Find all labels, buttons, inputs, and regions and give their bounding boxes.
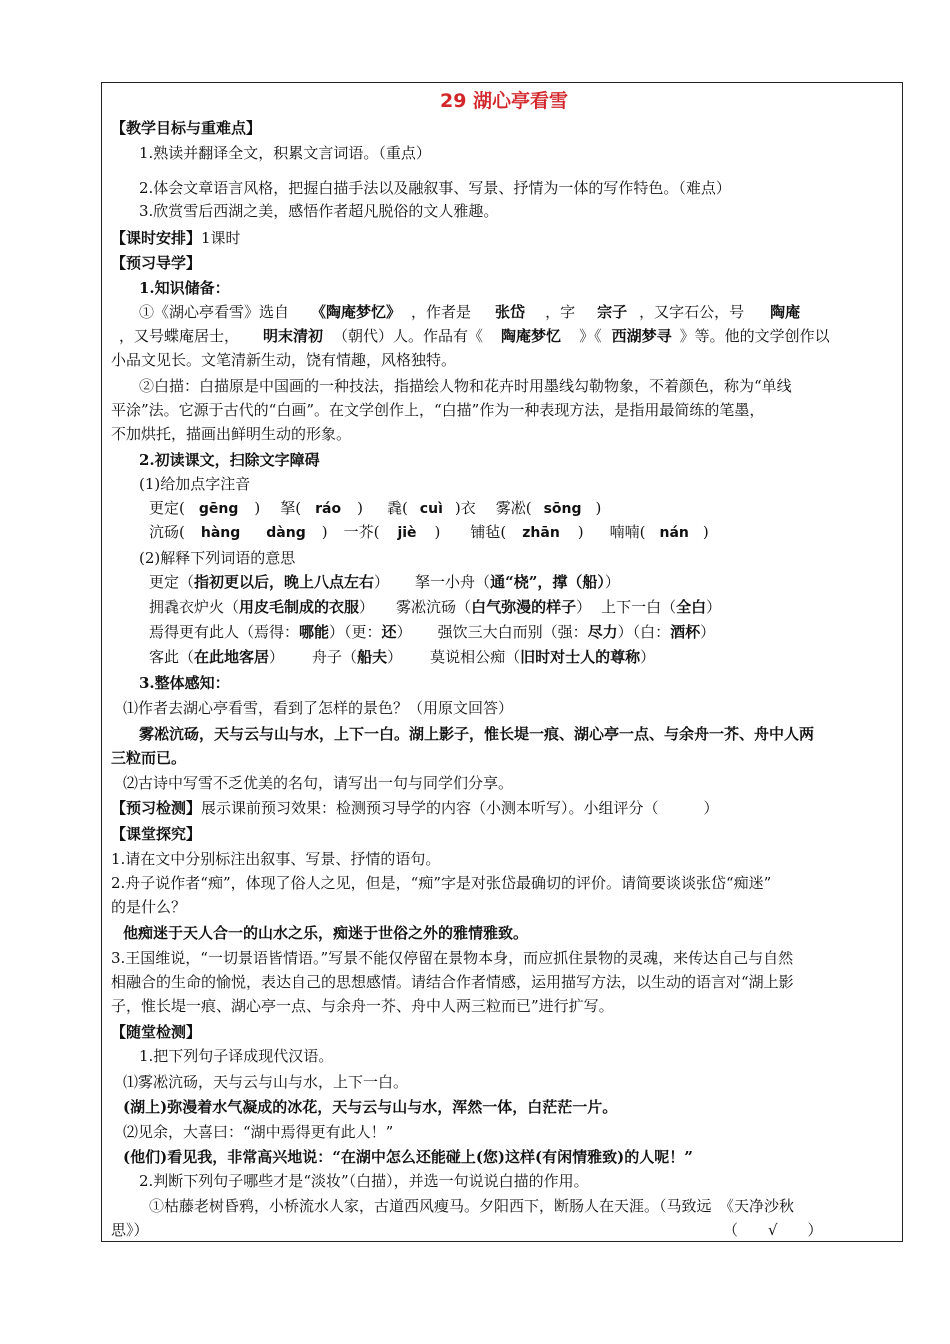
lesson-title: 29 湖心亭看雪 xyxy=(439,90,569,112)
text: ①《湖心亭看雪》选自 xyxy=(139,303,290,321)
meaning: 全白 xyxy=(676,598,707,616)
meaning: 尽力 xyxy=(587,623,618,641)
explain-row xyxy=(111,570,897,594)
overall-answer-1: 雾凇沆砀，天与云与山与水，上下一白。湖上影子，惟长堤一痕、湖心亭一点、与余舟一芥、舟中人两 xyxy=(139,725,815,743)
baimiao-line-3: 不加烘托，描画出鲜明生动的形象。 xyxy=(111,425,352,443)
answer: 明末清初 xyxy=(263,327,324,345)
overall-question-2: ⑵古诗中写雪不乏优美的名句，请写出一句与同学们分享。 xyxy=(123,774,514,792)
term: 焉得更有此人（焉得： xyxy=(149,623,300,641)
text: ，作者是 xyxy=(411,303,472,321)
word: 更定( xyxy=(149,499,185,517)
overall-question-1: ⑴作者去湖心亭看雪，看到了怎样的景色？（用原文回答） xyxy=(123,699,514,717)
explore-answer-2: 他痴迷于天人合一的山水之乐，痴迷于世俗之外的雅情雅致。 xyxy=(123,924,529,942)
paren: ) xyxy=(434,523,441,541)
pinyin-row xyxy=(111,496,897,521)
paren: ） xyxy=(374,573,390,591)
paren: ） xyxy=(700,623,716,641)
paren: ） xyxy=(387,648,403,666)
meaning: 用皮毛制成的衣服 xyxy=(239,598,360,616)
baimiao-line-2: 平涂”法。它源于古代的“白画”。在文学创作上，“白描”作为一种表现方法，是指用最简练的笔墨， xyxy=(111,401,765,419)
meaning: 通“桡”，撑（船） xyxy=(490,573,605,591)
text: ，又字石公，号 xyxy=(639,303,745,321)
meaning: 船夫 xyxy=(357,648,388,666)
term: 拥毳衣炉火（ xyxy=(149,598,240,616)
explore-question-2-cont: 的是什么？ xyxy=(111,898,187,916)
test-translation-1: (湖上)弥漫着水气凝成的冰花，天与云与山与水，浑然一体，白茫茫一片。 xyxy=(123,1098,618,1116)
explore-question-2: 2.舟子说作者“痴”，体现了俗人之见，但是，“痴”字是对张岱最确切的评价。请简要谈谈张岱“痴迷” xyxy=(111,874,772,892)
word: 拏( xyxy=(280,499,302,517)
knowledge-line-3: 小品文见长。文笔清新生动，饶有情趣，风格独特。 xyxy=(111,351,457,369)
pinyin: cuì xyxy=(419,501,443,517)
explore-heading: 【课堂探究】 xyxy=(111,825,202,843)
word: 喃喃( xyxy=(609,523,646,541)
paren: ) xyxy=(702,523,709,541)
term: 舟子（ xyxy=(312,648,358,666)
pinyin: dàng xyxy=(266,525,306,541)
goals-heading: 【教学目标与重难点】 xyxy=(111,119,262,137)
schedule-value: 1课时 xyxy=(201,229,241,247)
test-heading: 【随堂检测】 xyxy=(111,1023,202,1041)
paren: ) xyxy=(595,499,602,517)
meaning: 指初更以后，晚上八点左右 xyxy=(194,573,375,591)
answer: 《陶庵梦忆》 xyxy=(311,303,402,321)
knowledge-line-1 xyxy=(111,300,897,324)
pinyin: jiè xyxy=(397,525,417,541)
test-sentence-1: ⑴雾凇沆砀，天与云与山与水，上下一白。 xyxy=(123,1073,409,1091)
term: 拏一小舟（ xyxy=(415,573,491,591)
answer: 陶庵梦忆 xyxy=(501,327,562,345)
meaning: 还 xyxy=(381,623,397,641)
pinyin: zhān xyxy=(522,525,560,541)
meaning: 旧时对士人的尊称 xyxy=(520,648,641,666)
text: （朝代）人。作品有《 xyxy=(333,327,484,345)
term: 客此（ xyxy=(149,648,195,666)
explain-row xyxy=(111,645,897,669)
paren: ) xyxy=(254,499,261,517)
explore-question-3-cont: 子，惟长堤一痕、湖心亭一点、与余舟一芥、舟中人两三粒而已”进行扩写。 xyxy=(111,997,614,1015)
pinyin: nán xyxy=(659,525,689,541)
paren: ) xyxy=(577,523,584,541)
paren: )衣 xyxy=(454,499,476,517)
goal-item: 3.欣赏雪后西湖之美，感悟作者超凡脱俗的文人雅趣。 xyxy=(139,202,499,220)
term: 上下一白（ xyxy=(601,598,677,616)
check-line xyxy=(111,796,897,820)
check-heading: 【预习检测】 xyxy=(111,799,202,817)
pinyin-row xyxy=(111,520,897,545)
explore-question-3: 3.王国维说，“一切景语皆情语。”写景不能仅停留在景物本身，而应抓住景物的灵魂，来传达自己与自然 xyxy=(111,949,794,967)
term: 更定（ xyxy=(149,573,195,591)
text: ，字 xyxy=(545,303,576,321)
meaning: 酒杯 xyxy=(670,623,701,641)
answer-checkmark: （ √ ） xyxy=(723,1221,823,1239)
test-question-2: 2.判断下列句子哪些才是“淡妆”（白描），并选一句说说白描的作用。 xyxy=(139,1172,589,1190)
word: 雾凇( xyxy=(495,499,532,517)
paren: ） xyxy=(706,598,722,616)
baimiao-line-1: ②白描：白描原是中国画的一种技法，指描绘人物和花卉时用墨线勾勒物象，不着颜色，称为“单线 xyxy=(139,377,792,395)
meaning: 在此地客居 xyxy=(194,648,270,666)
term: 莫说相公痴（ xyxy=(430,648,521,666)
preview-heading: 【预习导学】 xyxy=(111,254,202,272)
paren: ) xyxy=(357,499,363,517)
word: 毳( xyxy=(386,499,408,517)
text: ，又号蝶庵居士， xyxy=(119,327,240,345)
goal-item: 2.体会文章语言风格，把握白描手法以及融叙事、写景、抒情为一体的写作特色。（难点） xyxy=(139,179,731,197)
poem-source-end: 思》） xyxy=(111,1221,149,1239)
text: 》《 xyxy=(579,327,602,345)
schedule-heading: 【课时安排】 xyxy=(111,229,202,247)
meaning: 哪能 xyxy=(299,623,330,641)
answer: 张岱 xyxy=(495,303,526,321)
knowledge-line-2 xyxy=(111,324,897,348)
paren: ） xyxy=(396,623,412,641)
text: 》等。他的文学创作以 xyxy=(679,327,830,345)
word: 一芥( xyxy=(343,523,380,541)
pinyin: ráo xyxy=(315,501,342,517)
paren: ) xyxy=(321,523,328,541)
overall-heading: 3.整体感知： xyxy=(139,674,230,692)
pinyin-heading: (1)给加点字注音 xyxy=(139,475,251,493)
explore-question-1: 1.请在文中分别标注出叙事、写景、抒情的语句。 xyxy=(111,850,441,868)
explain-row xyxy=(111,620,897,644)
document-body xyxy=(111,86,897,1239)
paren: ） xyxy=(604,573,620,591)
read-heading: 2.初读课文，扫除文字障碍 xyxy=(139,451,320,469)
paren: ）（白： xyxy=(617,623,671,641)
test-poem-1: ①枯藤老树昏鸦，小桥流水人家，古道西风瘦马。夕阳西下，断肠人在天涯。（马致远 《天净沙秋 xyxy=(149,1197,795,1215)
pinyin: gēng xyxy=(198,501,239,517)
explore-question-3-cont: 相融合的生命的愉悦，表达自己的思想感情。请结合作者情感，运用描写方法，以生动的语言对“湖上影 xyxy=(111,973,794,991)
paren: ） xyxy=(576,598,592,616)
test-poem-1-source xyxy=(111,1218,897,1242)
word: 铺毡( xyxy=(470,523,507,541)
paren: ）（更： xyxy=(329,623,382,641)
pinyin: sōng xyxy=(543,501,582,517)
answer: 宗子 xyxy=(597,303,628,321)
pinyin: hàng xyxy=(200,525,241,541)
knowledge-heading: 1.知识储备： xyxy=(139,279,230,297)
schedule-line xyxy=(111,226,897,250)
explain-row xyxy=(111,595,897,619)
answer: 西湖梦寻 xyxy=(611,327,672,345)
check-text: 展示课前预习效果：检测预习导学的内容（小测本听写）。小组评分（ ） xyxy=(201,799,719,817)
test-question-1: 1.把下列句子译成现代汉语。 xyxy=(139,1047,334,1065)
goal-item: 1.熟读并翻译全文，积累文言词语。（重点） xyxy=(139,144,431,162)
meaning: 白气弥漫的样子 xyxy=(471,598,577,616)
paren: ） xyxy=(269,648,285,666)
paren: ） xyxy=(640,648,656,666)
word: 沆砀( xyxy=(149,523,185,541)
answer: 陶庵 xyxy=(770,303,801,321)
explain-heading: (2)解释下列词语的意思 xyxy=(139,549,296,567)
test-translation-2: (他们)看见我，非常高兴地说：“在湖中怎么还能碰上(您)这样(有闲情雅致)的人呢！” xyxy=(123,1148,693,1166)
term: 强饮三大白而别（强： xyxy=(437,623,588,641)
overall-answer-1-cont: 三粒而已。 xyxy=(111,749,187,767)
test-sentence-2: ⑵见余，大喜曰：“湖中焉得更有此人！” xyxy=(123,1123,394,1141)
paren: ） xyxy=(359,598,375,616)
term: 雾凇沆砀（ xyxy=(396,598,472,616)
